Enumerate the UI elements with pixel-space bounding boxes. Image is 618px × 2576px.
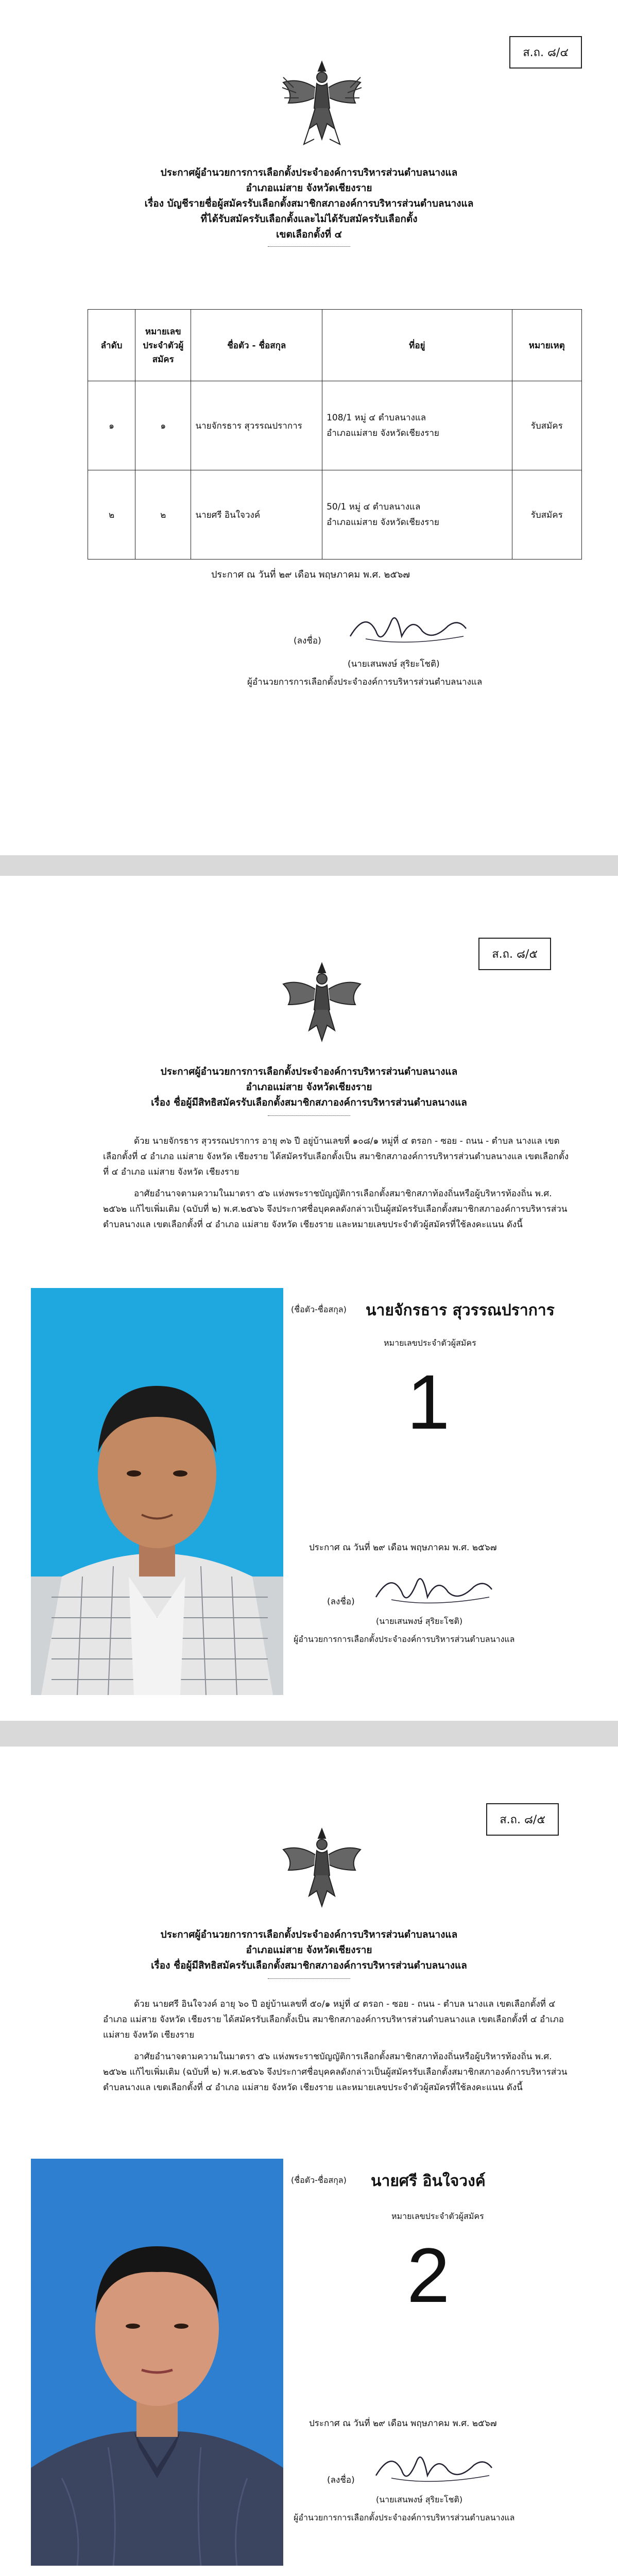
candidate-number-label: หมายเลขประจำตัวผู้สมัคร <box>391 2211 484 2221</box>
signer-title: ผู้อำนวยการการเลือกตั้งประจำองค์การบริหารส่วนตำบลนางแล <box>294 1634 515 1644</box>
divider <box>268 246 350 247</box>
form-number-badge: ส.ถ. ๘/๕ <box>486 1803 559 1836</box>
candidate-number: 2 <box>407 2232 450 2318</box>
garuda-emblem-icon <box>278 57 366 152</box>
cell-note: รับสมัคร <box>512 381 581 470</box>
name-label: (ชื่อตัว-ชื่อสกุล) <box>291 1304 347 1314</box>
signer-prefix: (ลงชื่อ) <box>327 1597 355 1607</box>
name-label: (ชื่อตัว-ชื่อสกุล) <box>291 2175 347 2185</box>
cell-note: รับสมัคร <box>512 470 581 560</box>
table-row <box>88 381 582 470</box>
col-header-name: ชื่อตัว - ชื่อสกุล <box>191 310 322 381</box>
table-header-row <box>88 310 582 381</box>
signer-prefix: (ลงชื่อ) <box>327 2475 355 2485</box>
announcement-date: ประกาศ ณ วันที่ ๒๙ เดือน พฤษภาคม พ.ศ. ๒๕๖๗ <box>211 569 410 580</box>
announcement-page-candidate-2 <box>0 1747 618 2576</box>
cell-address: 108/1 หมู่ ๔ ตำบลนางแล อำเภอแม่สาย จังหวัดเชียงราย <box>322 381 512 470</box>
candidate-photo <box>31 1288 283 1695</box>
col-header-address: ที่อยู่ <box>322 310 512 381</box>
announcement-heading: ประกาศผู้อำนวยการการเลือกตั้งประจำองค์การบริหารส่วนตำบลนางแล อำเภอแม่สาย จังหวัดเชียงราย เรื่อง ชื่อผู้มีสิทธิสมัครรับเลือกตั้งสมาชิกสภาองค์การบริหารส่วนตำบลนางแล <box>151 1066 467 1108</box>
candidate-number-label: หมายเลขประจำตัวผู้สมัคร <box>384 1338 476 1348</box>
signer-prefix: (ลงชื่อ) <box>294 636 321 646</box>
cell-name: นายศรี อินใจวงค์ <box>191 470 322 560</box>
signature-icon <box>371 2445 494 2491</box>
body-paragraph-1: ด้วย นายจักรธาร สุวรรณปราการ อายุ ๓๖ ปี อยู่บ้านเลขที่ ๑๐๘/๑ หมู่ที่ ๔ ตรอก - ซอย - ถนน - ตำบล นางแล เขตเลือกตั้งที่ ๔ อำเภอ แม่สาย จังหวัด เชียงราย ได้สมัครรับเลือกตั้งเป็น สมาชิกสภาองค์การบริหารส่วนตำบลนางแล เขตเลือกตั้งที่ ๔ อำเภอ แม่สาย จังหวัด เชียงราย <box>103 1136 569 1177</box>
candidate-photo <box>31 2159 283 2566</box>
candidate-name: นายจักรธาร สุวรรณปราการ <box>366 1301 555 1319</box>
candidate-name: นายศรี อินใจวงค์ <box>371 2172 486 2190</box>
col-header-note: หมายเหตุ <box>512 310 581 381</box>
announcement-heading: ประกาศผู้อำนวยการการเลือกตั้งประจำองค์การบริหารส่วนตำบลนางแล อำเภอแม่สาย จังหวัดเชียงราย เรื่อง ชื่อผู้มีสิทธิสมัครรับเลือกตั้งสมาชิกสภาองค์การบริหารส่วนตำบลนางแล <box>151 1929 467 1971</box>
cell-order: ๑ <box>88 381 135 470</box>
garuda-emblem-icon <box>278 1824 366 1919</box>
announcement-date: ประกาศ ณ วันที่ ๒๙ เดือน พฤษภาคม พ.ศ. ๒๕๖๗ <box>309 1543 497 1553</box>
announcement-body <box>103 1133 572 1232</box>
signer-name: (นายเสนพงษ์ สุริยะโชติ) <box>376 1616 463 1626</box>
body-paragraph-1: ด้วย นายศรี อินใจวงค์ อายุ ๖๐ ปี อยู่บ้านเลขที่ ๕๐/๑ หมู่ที่ ๔ ตรอก - ซอย - ถนน - ตำบล นางแล เขตเลือกตั้งที่ ๔ อำเภอ แม่สาย จังหวัด เชียงราย ได้สมัครรับเลือกตั้งเป็น สมาชิกสภาองค์การบริหารส่วนตำบลนางแล เขตเลือกตั้งที่ ๔ อำเภอ แม่สาย จังหวัด เชียงราย <box>103 1999 564 2040</box>
signer-name: (นายเสนพงษ์ สุริยะโชติ) <box>348 659 440 669</box>
candidate-number: 1 <box>407 1359 450 1445</box>
cell-name: นายจักรธาร สุวรรณปราการ <box>191 381 322 470</box>
signature-icon <box>345 605 469 652</box>
signer-title: ผู้อำนวยการการเลือกตั้งประจำองค์การบริหารส่วนตำบลนางแล <box>294 2513 515 2522</box>
body-paragraph-2: อาศัยอำนาจตามความในมาตรา ๕๖ แห่งพระราชบัญญัติการเลือกตั้งสมาชิกสภาท้องถิ่นหรือผู้บริหารท้องถิ่น พ.ศ. ๒๕๖๒ แก้ไขเพิ่มเติม (ฉบับที่ ๒) พ.ศ.๒๕๖๖ จึงประกาศชื่อบุคคลดังกล่าวเป็นผู้สมัครรับเลือกตั้งสมาชิกสภาองค์การบริหารส่วนตำบลนางแล เขตเลือกตั้งที่ ๔ อำเภอ แม่สาย จังหวัด เชียงราย และหมายเลขประจำตัวผู้สมัครที่ใช้ลงคะแนน ดังนี้ <box>103 1189 568 1230</box>
cell-candidate-number: ๑ <box>135 381 191 470</box>
announcement-heading: ประกาศผู้อำนวยการการเลือกตั้งประจำองค์การบริหารส่วนตำบลนางแล อำเภอแม่สาย จังหวัดเชียงราย เรื่อง บัญชีรายชื่อผู้สมัครรับเลือกตั้งสมาชิกสภาองค์การบริหารส่วนตำบลนางแล ที่ได้รับสมัครรับเลือกตั้งและไม่ได้รับสมัครรับเลือกตั้ง เขตเลือกตั้งที่ ๔ <box>144 167 474 240</box>
announcement-page-candidate-list <box>0 0 618 855</box>
cell-address: 50/1 หมู่ ๔ ตำบลนางแล อำเภอแม่สาย จังหวัดเชียงราย <box>322 470 512 560</box>
divider <box>268 1115 350 1116</box>
signer-name: (นายเสนพงษ์ สุริยะโชติ) <box>376 2495 463 2504</box>
divider <box>268 1978 350 1979</box>
garuda-emblem-icon <box>278 958 366 1054</box>
body-paragraph-2: อาศัยอำนาจตามความในมาตรา ๕๖ แห่งพระราชบัญญัติการเลือกตั้งสมาชิกสภาท้องถิ่นหรือผู้บริหารท้องถิ่น พ.ศ. ๒๕๖๒ แก้ไขเพิ่มเติม (ฉบับที่ ๒) พ.ศ.๒๕๖๖ จึงประกาศชื่อบุคคลดังกล่าวเป็นผู้สมัครรับเลือกตั้งสมาชิกสภาองค์การบริหารส่วนตำบลนางแล เขตเลือกตั้งที่ ๔ อำเภอ แม่สาย จังหวัด เชียงราย และหมายเลขประจำตัวผู้สมัครที่ใช้ลงคะแนน ดังนี้ <box>103 2052 568 2093</box>
col-header-order: ลำดับ <box>88 310 135 381</box>
col-header-candidate-number: หมายเลขประจำตัวผู้สมัคร <box>135 310 191 381</box>
announcement-body <box>103 1996 572 2095</box>
announcement-date: ประกาศ ณ วันที่ ๒๙ เดือน พฤษภาคม พ.ศ. ๒๕๖๗ <box>309 2418 497 2429</box>
candidate-table <box>88 309 582 560</box>
form-number-badge: ส.ถ. ๘/๕ <box>478 938 551 970</box>
signer-title: ผู้อำนวยการการเลือกตั้งประจำองค์การบริหารส่วนตำบลนางแล <box>247 677 483 687</box>
announcement-page-candidate-1 <box>0 876 618 1721</box>
signature-icon <box>371 1566 494 1613</box>
cell-candidate-number: ๒ <box>135 470 191 560</box>
table-row <box>88 470 582 560</box>
form-number-badge: ส.ถ. ๘/๔ <box>509 36 582 69</box>
cell-order: ๒ <box>88 470 135 560</box>
